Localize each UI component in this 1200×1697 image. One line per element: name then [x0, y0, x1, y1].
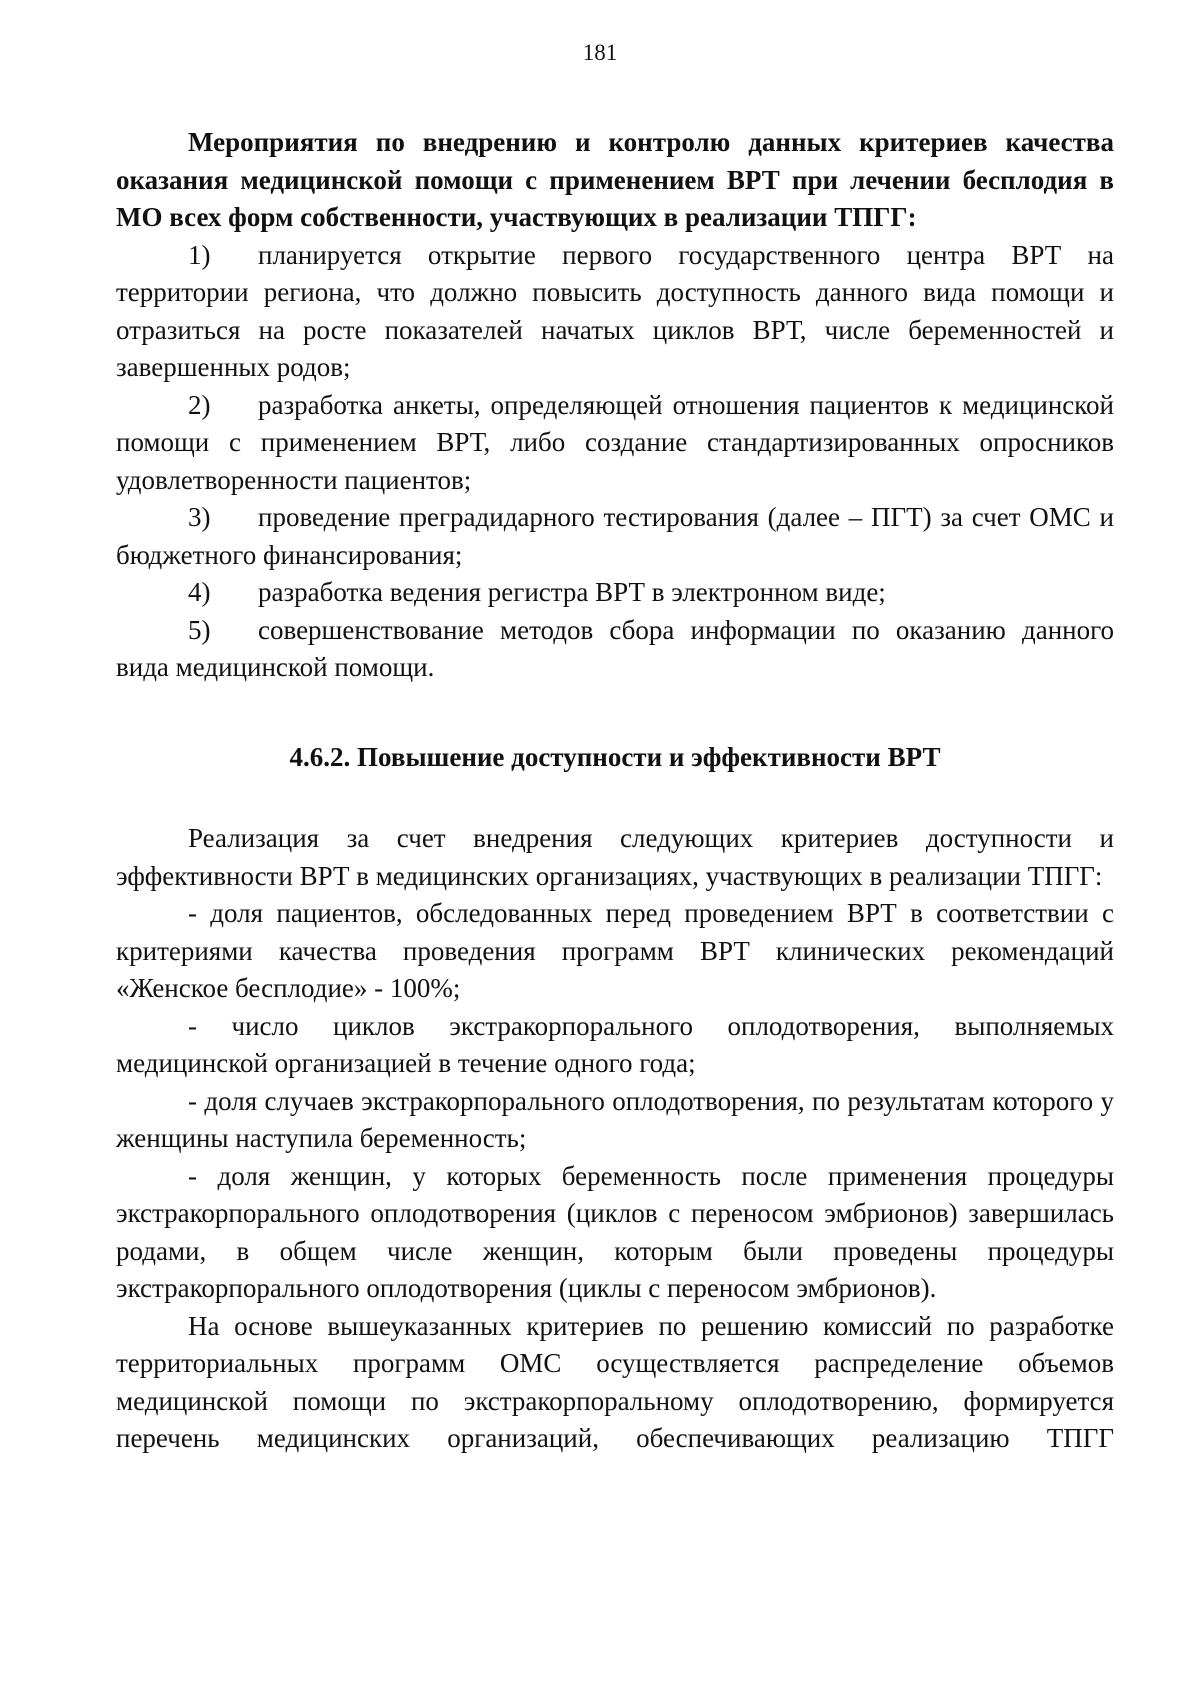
list-item: [116, 387, 1114, 500]
measures-heading: Мероприятия по внедрению и контролю данных критериев качества оказания медицинской помощи с применением ВРТ при лечении бесплодия в МО всех форм собственности, участвующих в реализации ТПГГ:: [116, 127, 1114, 232]
list-item-text: планируется открытие первого государственного центра ВРТ на территории региона, что должно повысить доступность данного вида помощи и отразиться на росте показателей начатых циклов ВРТ, числе беременностей и завершенных родов;: [116, 239, 1114, 382]
criterion-item: - число циклов экстракорпорального оплодотворения, выполняемых медицинской организацией в течение одного года;: [116, 1010, 1114, 1078]
section-intro: Реализация за счет внедрения следующих критериев доступности и эффективности ВРТ в медицинских организациях, участвующих в реализации ТПГГ:: [116, 823, 1114, 891]
page-content: [116, 124, 1114, 1458]
criterion-item: - доля женщин, у которых беременность после применения процедуры экстракорпорального оплодотворения (циклов с переносом эмбрионов) завершилась родами, в общем числе женщин, которым были проведены процедуры экстракорпорального оплодотворения (циклы с переносом эмбрионов).: [116, 1160, 1114, 1303]
list-item-number: 2): [188, 389, 211, 420]
criterion-item: - доля пациентов, обследованных перед проведением ВРТ в соответствии с критериями качества проведения программ ВРТ клинических рекомендаций «Женское бесплодие» - 100%;: [116, 898, 1114, 1003]
list-item-number: 1): [188, 239, 211, 270]
list-item-text: совершенствование методов сбора информации по оказанию данного вида медицинской помощи.: [116, 614, 1114, 682]
list-item-text: разработка анкеты, определяющей отношения пациентов к медицинской помощи с применением ВРТ, либо создание стандартизированных опросников удовлетворенности пациентов;: [116, 389, 1114, 495]
criterion-item: - доля случаев экстракорпорального оплодотворения, по результатам которого у женщины наступила беременность;: [116, 1085, 1114, 1153]
section-title: 4.6.2. Повышение доступности и эффективности ВРТ: [289, 741, 941, 772]
list-item-number: 4): [188, 577, 211, 607]
list-item-text: проведение преградидарного тестирования (далее – ПГТ) за счет ОМС и бюджетного финансирования;: [116, 502, 1114, 570]
list-item: [116, 499, 1114, 574]
list-item-text: разработка ведения регистра ВРТ в электронном виде;: [258, 577, 886, 607]
list-item: [116, 237, 1114, 387]
list-item: [116, 574, 1114, 612]
list-item-number: 5): [188, 614, 211, 645]
list-item: [116, 612, 1114, 687]
page-number: 181: [582, 40, 618, 65]
closing-paragraph: На основе вышеуказанных критериев по решению комиссий по разработке территориальных программ ОМС осуществляется распределение объемов медицинской помощи по экстракорпоральному оплодотворению, формируется перечень медицинских организаций, обеспечивающих реализацию ТПГГ: [116, 1310, 1114, 1453]
list-item-number: 3): [188, 502, 211, 532]
